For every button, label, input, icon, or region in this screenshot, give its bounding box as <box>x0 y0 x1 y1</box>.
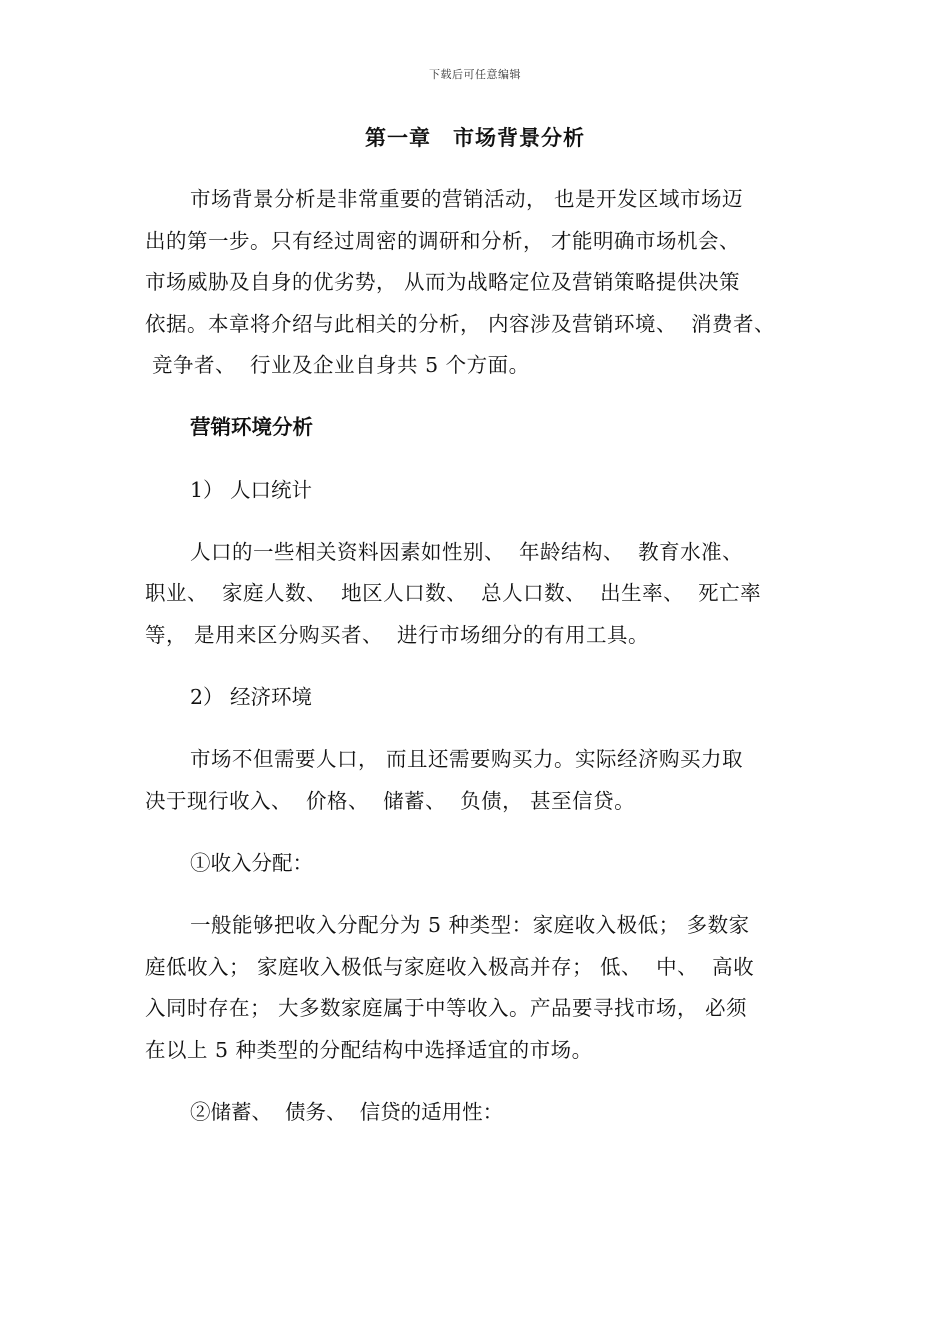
economy-line-2: 决于现行收入、 价格、 储蓄、 负债， 甚至信贷。 <box>145 789 636 813</box>
header-note: 下载后可任意编辑 <box>429 68 521 81</box>
economy-line-1: 市场不但需要人口， 而且还需要购买力。实际经济购买力取 <box>190 747 744 771</box>
section-heading: 营销环境分析 <box>190 415 313 439</box>
intro-line-3: 市场威胁及自身的优劣势， 从而为战略定位及营销策略提供决策 <box>145 270 741 294</box>
intro-line-4: 依据。本章将介绍与此相关的分析， 内容涉及营销环境、 消费者、 <box>145 312 776 336</box>
population-line-1: 人口的一些相关资料因素如性别、 年龄结构、 教育水准、 <box>190 540 744 564</box>
income-line-1: 一般能够把收入分配分为 5 种类型：家庭收入极低； 多数家 <box>190 913 750 937</box>
chapter-title: 第一章 市场背景分析 <box>365 125 585 150</box>
intro-line-2: 出的第一步。只有经过周密的调研和分析， 才能明确市场机会、 <box>145 229 741 253</box>
item-economy: 2） 经济环境 <box>190 685 313 709</box>
item-population: 1） 人口统计 <box>190 478 313 502</box>
sub-item-savings: ②储蓄、 债务、 信贷的适用性： <box>190 1100 504 1124</box>
intro-line-1: 市场背景分析是非常重要的营销活动， 也是开发区域市场迈 <box>190 187 744 211</box>
income-line-4: 在以上 5 种类型的分配结构中选择适宜的市场。 <box>145 1038 593 1062</box>
population-line-2: 职业、 家庭人数、 地区人口数、 总人口数、 出生率、 死亡率 <box>145 581 762 605</box>
intro-line-5: 竞争者、 行业及企业自身共 5 个方面。 <box>145 353 530 377</box>
population-line-3: 等， 是用来区分购买者、 进行市场细分的有用工具。 <box>145 623 650 647</box>
sub-item-income: ①收入分配： <box>190 851 313 875</box>
income-line-3: 入同时存在； 大多数家庭属于中等收入。产品要寻找市场， 必须 <box>145 996 748 1020</box>
income-line-2: 庭低收入； 家庭收入极低与家庭收入极高并存； 低、 中、 高收 <box>145 955 755 979</box>
